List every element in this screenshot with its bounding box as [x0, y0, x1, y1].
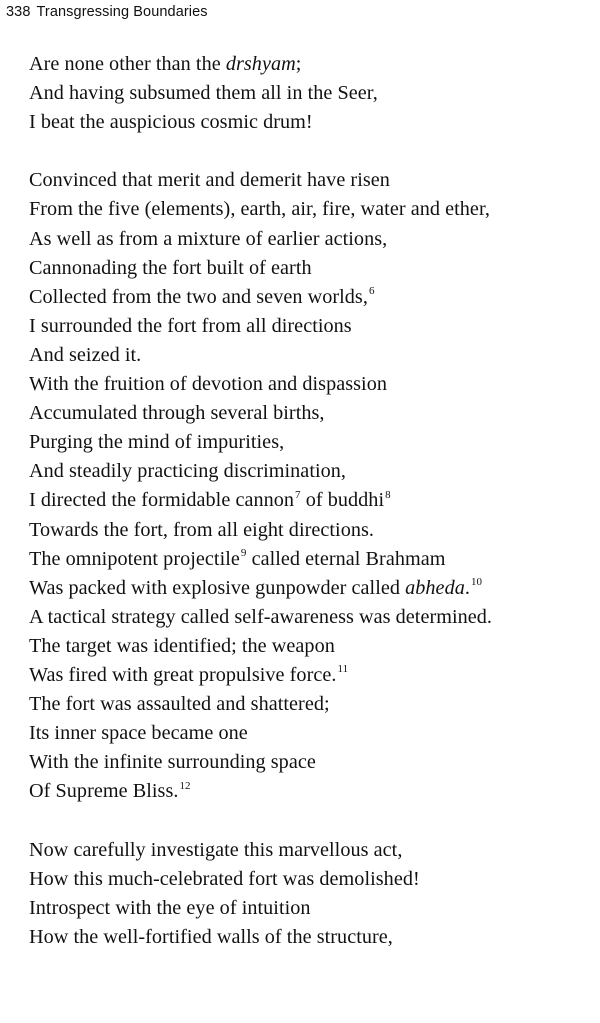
- text-run: The fort was assaulted and shattered;: [29, 693, 330, 716]
- text-run: With the fruition of devotion and dispassion: [29, 373, 387, 396]
- text-run: of buddhi: [300, 489, 385, 512]
- text-run: How this much-celebrated fort was demolished!: [29, 867, 420, 890]
- footnote-marker: 6: [368, 285, 375, 298]
- text-run: Its inner space became one: [29, 722, 248, 745]
- poem-line: [29, 836, 597, 865]
- poem-line: [29, 748, 597, 777]
- running-title: Transgressing Boundaries: [36, 4, 208, 20]
- poem-line: [29, 516, 597, 545]
- text-run: Cannonading the fort built of earth: [29, 256, 312, 279]
- poem-line: [29, 195, 597, 224]
- text-run: Now carefully investigate this marvellous act,: [29, 838, 403, 861]
- footnote-marker: 9: [240, 546, 247, 559]
- poem-line: [29, 225, 597, 254]
- italic-term: drshyam: [225, 53, 296, 75]
- poem-line: [29, 545, 597, 574]
- text-run: I surrounded the fort from all directions: [29, 314, 352, 337]
- poem-line: [29, 574, 597, 603]
- poem-line: [29, 50, 597, 79]
- running-header: [6, 3, 208, 21]
- poem-line: [29, 603, 597, 632]
- text-run: Convinced that merit and demerit have risen: [29, 169, 390, 192]
- text-run: Of Supreme Bliss.: [29, 780, 179, 803]
- poem-line: [29, 486, 597, 515]
- italic-term: abheda: [405, 576, 465, 599]
- text-run: As well as from a mixture of earlier actions,: [29, 227, 388, 250]
- poem-line: [29, 428, 597, 457]
- text-run: From the five (elements), earth, air, fire, water and ether,: [29, 198, 491, 221]
- footnote-marker: 10: [470, 575, 483, 588]
- poem-line: [29, 923, 597, 952]
- poem-line: [29, 894, 597, 923]
- text-run: I beat the auspicious cosmic drum!: [29, 111, 313, 134]
- poem-line: [29, 108, 597, 137]
- stanza: [29, 166, 597, 806]
- text-run: I directed the formidable cannon: [29, 489, 295, 512]
- text-run: Collected from the two and seven worlds,: [29, 285, 368, 308]
- text-run: .: [464, 576, 470, 599]
- poem-line: [29, 341, 597, 370]
- poem-line: [29, 254, 597, 283]
- poem-line: [29, 719, 597, 748]
- poem-line: [29, 457, 597, 486]
- stanza: [29, 836, 597, 952]
- text-run: ;: [295, 53, 302, 75]
- text-run: How the well-fortified walls of the structure,: [29, 925, 393, 948]
- poem-line: [29, 370, 597, 399]
- text-run: Was fired with great propulsive force.: [29, 663, 337, 686]
- text-run: And having subsumed them all in the Seer,: [29, 82, 378, 105]
- poem-line: [29, 632, 597, 661]
- text-run: Was packed with explosive gunpowder called: [29, 576, 406, 599]
- text-run: The omnipotent projectile: [29, 547, 240, 570]
- text-run: called eternal Brahmam: [246, 547, 446, 570]
- poem-line: [29, 166, 597, 195]
- poem-line: [29, 865, 597, 894]
- footnote-marker: 11: [337, 663, 349, 676]
- poem-line: [29, 661, 597, 690]
- text-run: Towards the fort, from all eight directions.: [29, 518, 375, 541]
- stanza: [29, 50, 597, 137]
- poem-line: [29, 399, 597, 428]
- text-run: And steadily practicing discrimination,: [29, 460, 347, 483]
- text-run: Purging the mind of impurities,: [29, 431, 285, 454]
- poem-line: [29, 312, 597, 341]
- text-run: And seized it.: [29, 343, 142, 366]
- page-number: 338: [6, 4, 31, 20]
- footnote-marker: 12: [179, 779, 191, 792]
- poem-body: [29, 50, 597, 952]
- footnote-marker: 8: [385, 488, 391, 501]
- poem-line: [29, 777, 597, 806]
- text-run: Introspect with the eye of intuition: [29, 896, 311, 919]
- text-run: A tactical strategy called self-awareness was determined.: [29, 605, 493, 628]
- text-run: Are none other than the: [29, 53, 226, 75]
- text-run: Accumulated through several births,: [29, 402, 325, 425]
- poem-line: [29, 690, 597, 719]
- text-run: With the infinite surrounding space: [29, 751, 316, 774]
- poem-line: [29, 283, 597, 312]
- text-run: The target was identified; the weapon: [29, 634, 335, 657]
- poem-line: [29, 79, 597, 108]
- footnote-marker: 7: [295, 488, 301, 501]
